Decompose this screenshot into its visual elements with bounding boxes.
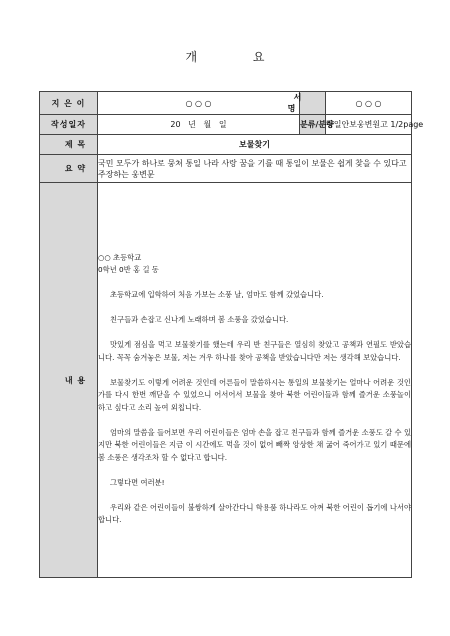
- author-row: [40, 92, 412, 115]
- paragraph-3: 맛있게 점심을 먹고 보물찾기를 했는데 우리 반 친구들은 열심히 찾았고 공책과 연필도 받았습니다. 꼭꼭 숨겨놓은 보물, 저는 겨우 하나를 찾아 공책을 받았습니다만 저는 생각해 보았습니다.: [98, 340, 411, 362]
- paragraph-7: 우리와 같은 어린이들이 불쌍하게 살아간다니 학용품 하나라도 아껴 북한 어린이 돕기에 나서야 합니다.: [98, 502, 411, 524]
- date-label: 작성일자: [40, 115, 98, 135]
- title-value: 보물찾기: [98, 135, 412, 155]
- student-line: 0학년 0반 홍 길 동: [98, 265, 159, 274]
- date-row: [40, 115, 412, 135]
- content-body: [98, 183, 412, 578]
- paragraph-6: 그렇다면 여러분!: [110, 477, 165, 487]
- summary-value: 국민 모두가 하나로 뭉쳐 통일 나라 사랑 꿈을 기를 때 통일이 보물은 쉽게 찾을 수 있다고 주장하는 웅변문: [98, 155, 412, 183]
- category-label: 분류/분량: [300, 115, 326, 135]
- author-value: ○ ○ ○: [98, 92, 300, 115]
- school-line: ○○ 초등학교: [98, 252, 142, 262]
- paragraph-4: 보물찾기도 이렇게 어려운 것인데 어른들이 말씀하시는 통일의 보물찾기는 얼마나 어려운 것인가를 다시 한번 깨닫을 수 있었으니 어서어서 보물을 찾아 북한 어린이들과 함께 즐거운 소풍놀이 하고 싶다고 소리 높여 외칩니다.: [98, 377, 411, 412]
- page-title: 개 요: [185, 50, 291, 64]
- signature-label-text: 서 명: [287, 93, 314, 113]
- author-label: 지 은 이: [40, 92, 98, 115]
- paragraph-5: 엄마의 말씀을 들어보면 우리 어린이들은 엄마 손을 잡고 친구들과 함께 즐거운 소풍도 갈 수 있지만 북한 어린이들은 지금 이 시간에도 먹을 것이 없어 빼짝 앙상한 채 굶어 죽어가고 있기 때문에 봄 소풍은 생각조차 할 수 없다고 합니다.: [98, 427, 411, 462]
- content-label: 내 용: [40, 183, 98, 578]
- paragraph-1: 초등학교에 입학하여 처음 가보는 소풍 날, 엄마도 함께 갔었습니다.: [110, 290, 324, 299]
- date-value: 20 년 월 일: [98, 115, 300, 135]
- signature-value: ○ ○ ○: [326, 92, 412, 115]
- summary-row: [40, 155, 412, 183]
- paragraph-2: 친구들과 손잡고 신나게 노래하며 봄 소풍을 갔었습니다.: [110, 315, 289, 324]
- summary-label: 요 약: [40, 155, 98, 183]
- title-label: 제 목: [40, 135, 98, 155]
- title-row: [40, 135, 412, 155]
- category-value: 통일안보웅변원고 1/2page: [326, 115, 412, 135]
- overview-form-table: [39, 91, 424, 578]
- signature-label: [287, 92, 326, 115]
- content-row: [40, 183, 412, 578]
